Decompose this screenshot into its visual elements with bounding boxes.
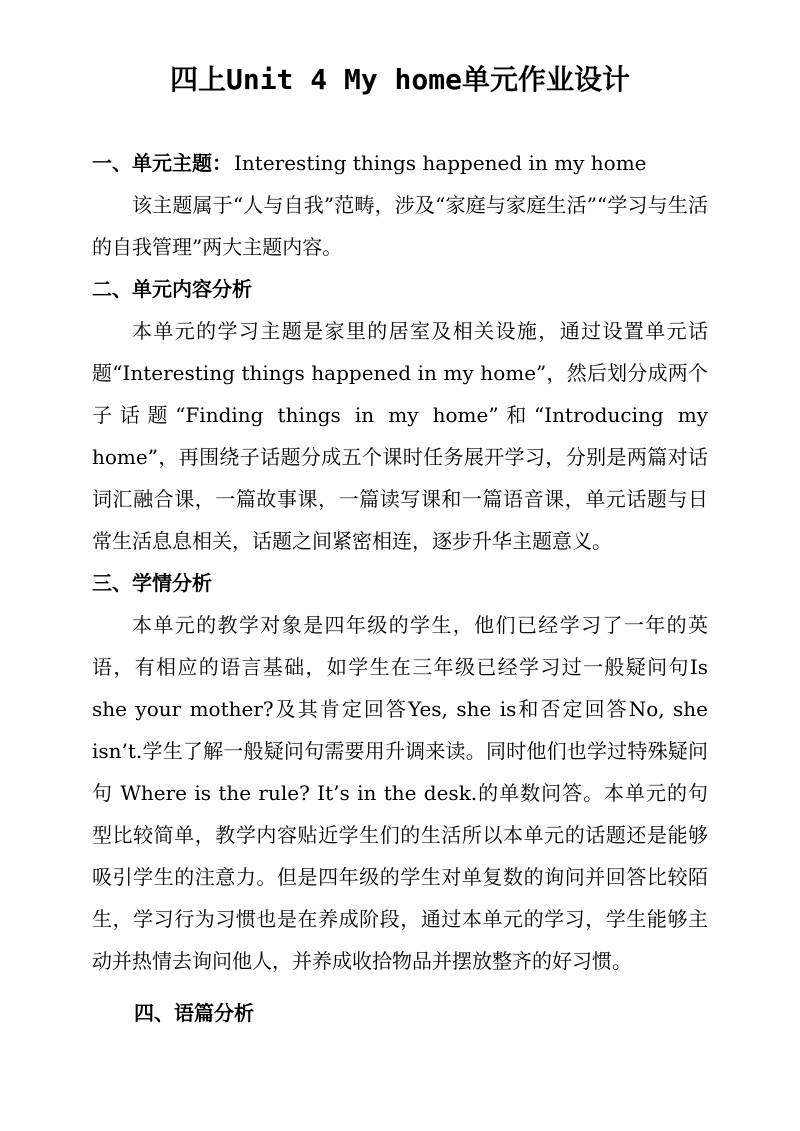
section-1-paragraph: 该主题属于“人与自我”范畴，涉及“家庭与家庭生活”“学习与生活的自我管理”两大主题内容。 (92, 193, 708, 259)
section-3-heading: 三、学情分析 (92, 571, 212, 595)
section-1-heading-line (92, 142, 708, 184)
section-2-paragraph: 本单元的学习主题是家里的居室及相关设施，通过设置单元话题“Interesting things happened in my home”，然后划分成两个子话题“Finding things in my home”和“Introducing my home”，再围绕子话题分成五个课时任务展开学习，分别是两篇对话词汇融合课，一篇故事课，一篇读写课和一篇语音课，单元话题与日常生活息息相关，话题之间紧密相连，逐步升华主题意义。 (92, 319, 708, 553)
section-2-heading: 二、单元内容分析 (92, 277, 252, 301)
section-1-heading: 一、单元主题： (92, 151, 232, 175)
title-suffix: 单元作业设计 (462, 63, 631, 96)
title-latin: Unit 4 My home (225, 63, 462, 96)
section-3-paragraph: 本单元的教学对象是四年级的学生，他们已经学习了一年的英语，有相应的语言基础，如学生在三年级已经学习过一般疑问句Is she your mother?及其肯定回答Yes, she is和否定回答No, she isn’t.学生了解一般疑问句需要用升调来读。同时他们也学过特殊疑问句 Where is the rule? It’s in the desk.的单数问答。本单元的句型比较简单，教学内容贴近学生们的生活所以本单元的话题还是能够吸引学生的注意力。但是四年级的学生对单复数的询问并回答比较陌生，学习行为习惯也是在养成阶段，通过本单元的学习，学生能够主动并热情去询问他人，并养成收拾物品并摆放整齐的好习惯。 (92, 613, 708, 973)
title-prefix: 四上 (169, 63, 226, 96)
section-4-heading: 四、语篇分析 (134, 1001, 254, 1025)
section-1-heading-rest: Interesting things happened in my home (234, 151, 647, 175)
document-body (92, 142, 708, 1034)
document-title (0, 58, 800, 102)
